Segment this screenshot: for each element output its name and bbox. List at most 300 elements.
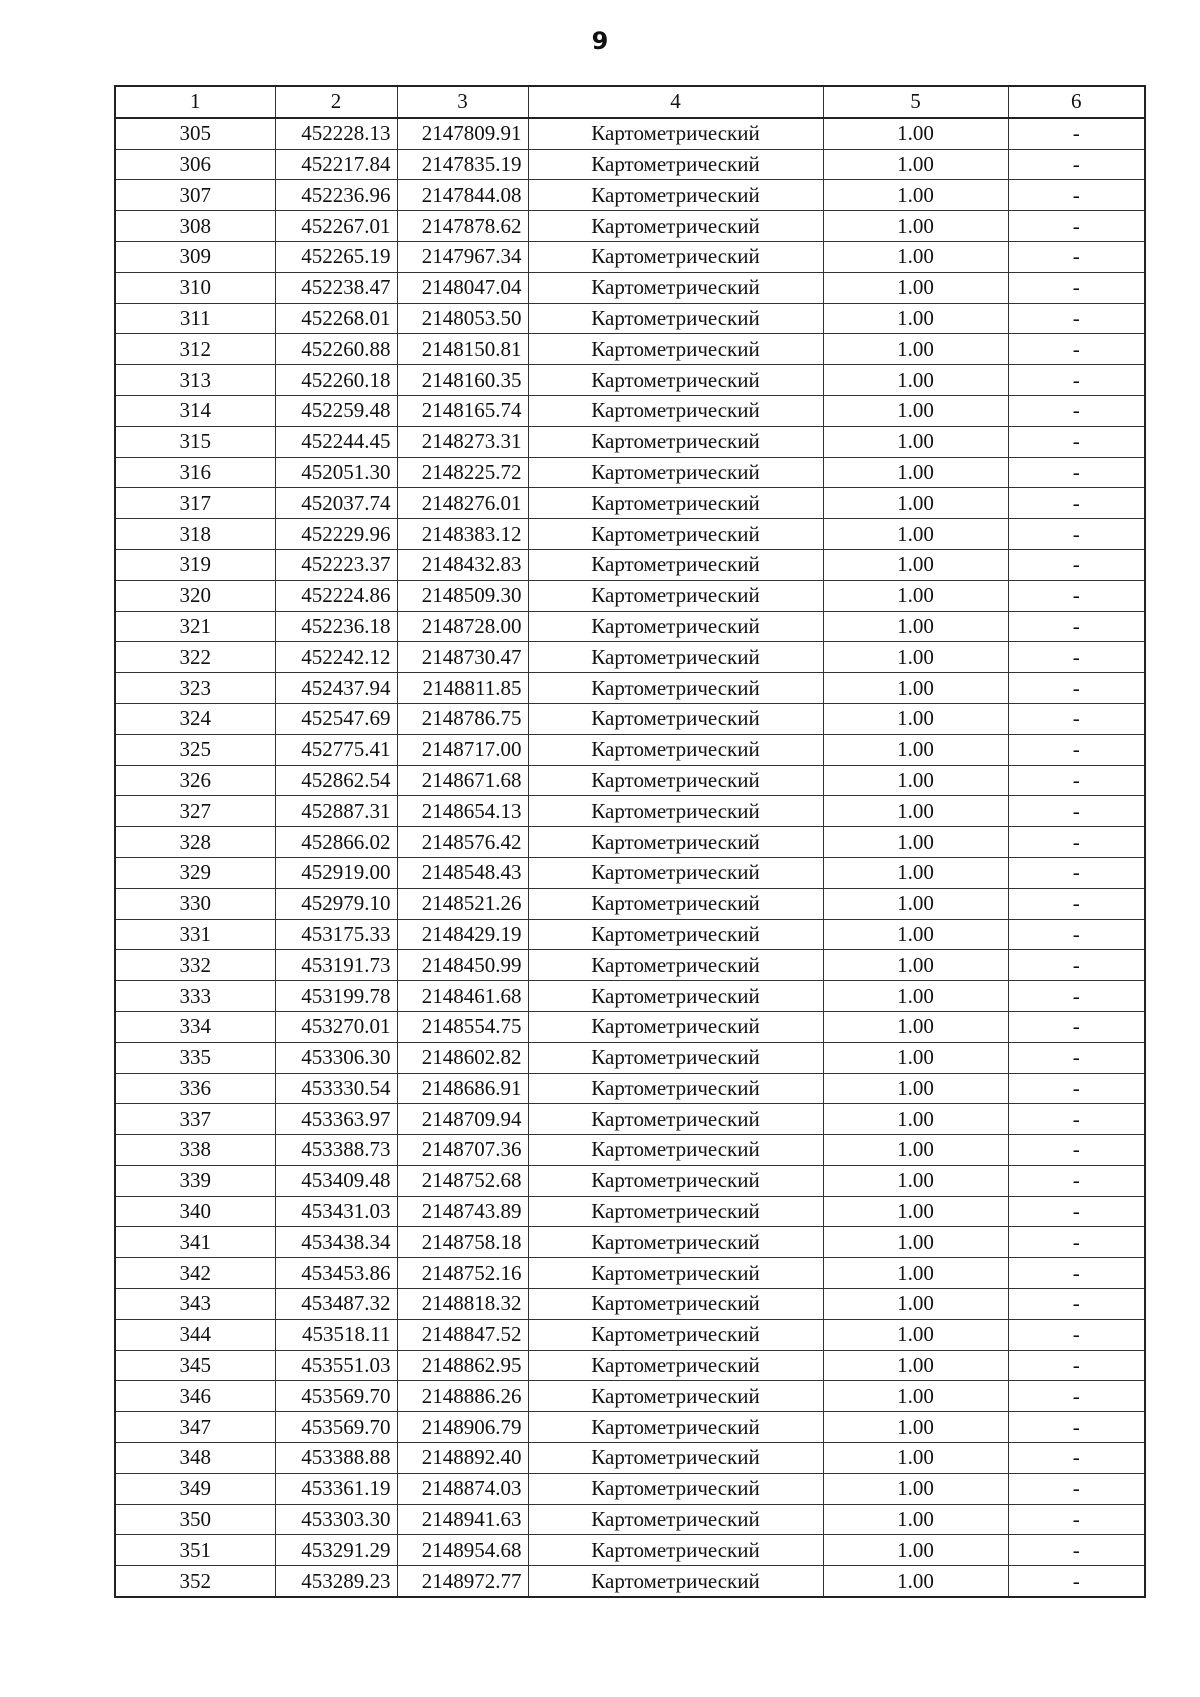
note-cell: -: [1008, 827, 1145, 858]
method-cell: Картометрический: [528, 611, 823, 642]
table-row: [115, 1165, 1145, 1196]
method-cell: Картометрический: [528, 395, 823, 426]
x-coordinate-cell: 453551.03: [275, 1350, 397, 1381]
table-row: [115, 549, 1145, 580]
table-row: [115, 642, 1145, 673]
precision-cell: 1.00: [823, 1473, 1008, 1504]
point-number-cell: 330: [115, 888, 275, 919]
precision-cell: 1.00: [823, 673, 1008, 704]
y-coordinate-cell: 2148432.83: [397, 549, 528, 580]
method-cell: Картометрический: [528, 765, 823, 796]
point-number-cell: 311: [115, 303, 275, 334]
table-row: [115, 395, 1145, 426]
x-coordinate-cell: 452919.00: [275, 857, 397, 888]
table-row: [115, 180, 1145, 211]
point-number-cell: 334: [115, 1011, 275, 1042]
method-cell: Картометрический: [528, 1443, 823, 1474]
table-row: [115, 673, 1145, 704]
method-cell: Картометрический: [528, 180, 823, 211]
x-coordinate-cell: 452238.47: [275, 272, 397, 303]
method-cell: Картометрический: [528, 1504, 823, 1535]
y-coordinate-cell: 2148576.42: [397, 827, 528, 858]
note-cell: -: [1008, 426, 1145, 457]
method-cell: Картометрический: [528, 426, 823, 457]
point-number-cell: 351: [115, 1535, 275, 1566]
y-coordinate-cell: 2148758.18: [397, 1227, 528, 1258]
point-number-cell: 307: [115, 180, 275, 211]
precision-cell: 1.00: [823, 857, 1008, 888]
column-header: 3: [397, 86, 528, 118]
method-cell: Картометрический: [528, 857, 823, 888]
x-coordinate-cell: 452228.13: [275, 118, 397, 149]
page-number: 9: [591, 27, 609, 55]
note-cell: -: [1008, 303, 1145, 334]
precision-cell: 1.00: [823, 1042, 1008, 1073]
precision-cell: 1.00: [823, 950, 1008, 981]
table-row: [115, 1412, 1145, 1443]
point-number-cell: 325: [115, 734, 275, 765]
note-cell: -: [1008, 241, 1145, 272]
method-cell: Картометрический: [528, 1196, 823, 1227]
point-number-cell: 317: [115, 488, 275, 519]
note-cell: -: [1008, 1504, 1145, 1535]
method-cell: Картометрический: [528, 580, 823, 611]
table-row: [115, 118, 1145, 149]
table-row: [115, 1073, 1145, 1104]
y-coordinate-cell: 2147809.91: [397, 118, 528, 149]
y-coordinate-cell: 2148906.79: [397, 1412, 528, 1443]
point-number-cell: 350: [115, 1504, 275, 1535]
precision-cell: 1.00: [823, 981, 1008, 1012]
precision-cell: 1.00: [823, 611, 1008, 642]
note-cell: -: [1008, 981, 1145, 1012]
point-number-cell: 318: [115, 519, 275, 550]
table-row: [115, 1135, 1145, 1166]
table-row: [115, 303, 1145, 334]
x-coordinate-cell: 453409.48: [275, 1165, 397, 1196]
note-cell: -: [1008, 1381, 1145, 1412]
method-cell: Картометрический: [528, 457, 823, 488]
table-row: [115, 1289, 1145, 1320]
y-coordinate-cell: 2148972.77: [397, 1566, 528, 1597]
table-row: [115, 1535, 1145, 1566]
method-cell: Картометрический: [528, 1566, 823, 1597]
note-cell: -: [1008, 1196, 1145, 1227]
note-cell: -: [1008, 118, 1145, 149]
precision-cell: 1.00: [823, 642, 1008, 673]
note-cell: -: [1008, 1412, 1145, 1443]
method-cell: Картометрический: [528, 888, 823, 919]
y-coordinate-cell: 2148225.72: [397, 457, 528, 488]
method-cell: Картометрический: [528, 1258, 823, 1289]
column-header: 4: [528, 86, 823, 118]
note-cell: -: [1008, 1350, 1145, 1381]
point-number-cell: 305: [115, 118, 275, 149]
y-coordinate-cell: 2148150.81: [397, 334, 528, 365]
coordinates-table: [114, 85, 1146, 1598]
precision-cell: 1.00: [823, 1412, 1008, 1443]
table-row: [115, 365, 1145, 396]
point-number-cell: 321: [115, 611, 275, 642]
precision-cell: 1.00: [823, 1258, 1008, 1289]
precision-cell: 1.00: [823, 303, 1008, 334]
table-row: [115, 1443, 1145, 1474]
note-cell: -: [1008, 703, 1145, 734]
x-coordinate-cell: 453199.78: [275, 981, 397, 1012]
precision-cell: 1.00: [823, 734, 1008, 765]
table-row: [115, 1011, 1145, 1042]
method-cell: Картометрический: [528, 673, 823, 704]
method-cell: Картометрический: [528, 272, 823, 303]
point-number-cell: 323: [115, 673, 275, 704]
table-body: [115, 118, 1145, 1597]
precision-cell: 1.00: [823, 580, 1008, 611]
point-number-cell: 335: [115, 1042, 275, 1073]
method-cell: Картометрический: [528, 1227, 823, 1258]
x-coordinate-cell: 453303.30: [275, 1504, 397, 1535]
column-header: 6: [1008, 86, 1145, 118]
precision-cell: 1.00: [823, 796, 1008, 827]
method-cell: Картометрический: [528, 734, 823, 765]
point-number-cell: 320: [115, 580, 275, 611]
point-number-cell: 306: [115, 149, 275, 180]
point-number-cell: 314: [115, 395, 275, 426]
y-coordinate-cell: 2147844.08: [397, 180, 528, 211]
point-number-cell: 312: [115, 334, 275, 365]
precision-cell: 1.00: [823, 1196, 1008, 1227]
table-row: [115, 888, 1145, 919]
method-cell: Картометрический: [528, 118, 823, 149]
x-coordinate-cell: 453289.23: [275, 1566, 397, 1597]
precision-cell: 1.00: [823, 1227, 1008, 1258]
note-cell: -: [1008, 488, 1145, 519]
note-cell: -: [1008, 1319, 1145, 1350]
x-coordinate-cell: 452260.18: [275, 365, 397, 396]
note-cell: -: [1008, 457, 1145, 488]
y-coordinate-cell: 2148786.75: [397, 703, 528, 734]
method-cell: Картометрический: [528, 919, 823, 950]
x-coordinate-cell: 452267.01: [275, 211, 397, 242]
y-coordinate-cell: 2148671.68: [397, 765, 528, 796]
note-cell: -: [1008, 180, 1145, 211]
point-number-cell: 326: [115, 765, 275, 796]
point-number-cell: 315: [115, 426, 275, 457]
column-header: 1: [115, 86, 275, 118]
y-coordinate-cell: 2148752.68: [397, 1165, 528, 1196]
table-row: [115, 149, 1145, 180]
note-cell: -: [1008, 272, 1145, 303]
note-cell: -: [1008, 611, 1145, 642]
y-coordinate-cell: 2148165.74: [397, 395, 528, 426]
table-row: [115, 734, 1145, 765]
x-coordinate-cell: 453569.70: [275, 1381, 397, 1412]
column-header: 5: [823, 86, 1008, 118]
y-coordinate-cell: 2148053.50: [397, 303, 528, 334]
point-number-cell: 341: [115, 1227, 275, 1258]
precision-cell: 1.00: [823, 919, 1008, 950]
note-cell: -: [1008, 1227, 1145, 1258]
table-row: [115, 1381, 1145, 1412]
y-coordinate-cell: 2148941.63: [397, 1504, 528, 1535]
table-row: [115, 950, 1145, 981]
y-coordinate-cell: 2147835.19: [397, 149, 528, 180]
x-coordinate-cell: 453438.34: [275, 1227, 397, 1258]
x-coordinate-cell: 453306.30: [275, 1042, 397, 1073]
method-cell: Картометрический: [528, 981, 823, 1012]
point-number-cell: 309: [115, 241, 275, 272]
table-header-row: [115, 86, 1145, 118]
point-number-cell: 338: [115, 1135, 275, 1166]
x-coordinate-cell: 452242.12: [275, 642, 397, 673]
y-coordinate-cell: 2148728.00: [397, 611, 528, 642]
method-cell: Картометрический: [528, 1473, 823, 1504]
precision-cell: 1.00: [823, 765, 1008, 796]
table-row: [115, 211, 1145, 242]
x-coordinate-cell: 452437.94: [275, 673, 397, 704]
precision-cell: 1.00: [823, 365, 1008, 396]
note-cell: -: [1008, 519, 1145, 550]
y-coordinate-cell: 2148730.47: [397, 642, 528, 673]
y-coordinate-cell: 2148717.00: [397, 734, 528, 765]
x-coordinate-cell: 452051.30: [275, 457, 397, 488]
note-cell: -: [1008, 211, 1145, 242]
x-coordinate-cell: 452547.69: [275, 703, 397, 734]
point-number-cell: 319: [115, 549, 275, 580]
x-coordinate-cell: 452268.01: [275, 303, 397, 334]
x-coordinate-cell: 453487.32: [275, 1289, 397, 1320]
y-coordinate-cell: 2148602.82: [397, 1042, 528, 1073]
precision-cell: 1.00: [823, 1350, 1008, 1381]
note-cell: -: [1008, 149, 1145, 180]
x-coordinate-cell: 452244.45: [275, 426, 397, 457]
note-cell: -: [1008, 1289, 1145, 1320]
x-coordinate-cell: 452224.86: [275, 580, 397, 611]
y-coordinate-cell: 2148709.94: [397, 1104, 528, 1135]
precision-cell: 1.00: [823, 703, 1008, 734]
method-cell: Картометрический: [528, 1350, 823, 1381]
y-coordinate-cell: 2148450.99: [397, 950, 528, 981]
table-row: [115, 981, 1145, 1012]
precision-cell: 1.00: [823, 426, 1008, 457]
precision-cell: 1.00: [823, 180, 1008, 211]
x-coordinate-cell: 453518.11: [275, 1319, 397, 1350]
table-row: [115, 1258, 1145, 1289]
note-cell: -: [1008, 857, 1145, 888]
precision-cell: 1.00: [823, 1104, 1008, 1135]
y-coordinate-cell: 2148892.40: [397, 1443, 528, 1474]
y-coordinate-cell: 2147967.34: [397, 241, 528, 272]
precision-cell: 1.00: [823, 1011, 1008, 1042]
y-coordinate-cell: 2148862.95: [397, 1350, 528, 1381]
method-cell: Картометрический: [528, 703, 823, 734]
note-cell: -: [1008, 888, 1145, 919]
method-cell: Картометрический: [528, 303, 823, 334]
point-number-cell: 352: [115, 1566, 275, 1597]
y-coordinate-cell: 2148554.75: [397, 1011, 528, 1042]
precision-cell: 1.00: [823, 241, 1008, 272]
method-cell: Картометрический: [528, 549, 823, 580]
point-number-cell: 324: [115, 703, 275, 734]
y-coordinate-cell: 2148273.31: [397, 426, 528, 457]
x-coordinate-cell: 452260.88: [275, 334, 397, 365]
precision-cell: 1.00: [823, 549, 1008, 580]
note-cell: -: [1008, 1073, 1145, 1104]
y-coordinate-cell: 2147878.62: [397, 211, 528, 242]
x-coordinate-cell: 452866.02: [275, 827, 397, 858]
note-cell: -: [1008, 1566, 1145, 1597]
method-cell: Картометрический: [528, 149, 823, 180]
table-row: [115, 272, 1145, 303]
method-cell: Картометрический: [528, 1289, 823, 1320]
method-cell: Картометрический: [528, 1011, 823, 1042]
y-coordinate-cell: 2148461.68: [397, 981, 528, 1012]
precision-cell: 1.00: [823, 1566, 1008, 1597]
precision-cell: 1.00: [823, 272, 1008, 303]
x-coordinate-cell: 452223.37: [275, 549, 397, 580]
x-coordinate-cell: 452887.31: [275, 796, 397, 827]
point-number-cell: 348: [115, 1443, 275, 1474]
point-number-cell: 327: [115, 796, 275, 827]
method-cell: Картометрический: [528, 488, 823, 519]
point-number-cell: 316: [115, 457, 275, 488]
table-row: [115, 1227, 1145, 1258]
y-coordinate-cell: 2148654.13: [397, 796, 528, 827]
table-row: [115, 457, 1145, 488]
table-row: [115, 919, 1145, 950]
point-number-cell: 328: [115, 827, 275, 858]
note-cell: -: [1008, 395, 1145, 426]
precision-cell: 1.00: [823, 1289, 1008, 1320]
precision-cell: 1.00: [823, 1165, 1008, 1196]
method-cell: Картометрический: [528, 827, 823, 858]
method-cell: Картометрический: [528, 1104, 823, 1135]
y-coordinate-cell: 2148847.52: [397, 1319, 528, 1350]
precision-cell: 1.00: [823, 1319, 1008, 1350]
precision-cell: 1.00: [823, 1443, 1008, 1474]
x-coordinate-cell: 453361.19: [275, 1473, 397, 1504]
table-row: [115, 488, 1145, 519]
point-number-cell: 310: [115, 272, 275, 303]
precision-cell: 1.00: [823, 1135, 1008, 1166]
y-coordinate-cell: 2148954.68: [397, 1535, 528, 1566]
note-cell: -: [1008, 919, 1145, 950]
point-number-cell: 329: [115, 857, 275, 888]
note-cell: -: [1008, 1042, 1145, 1073]
y-coordinate-cell: 2148047.04: [397, 272, 528, 303]
method-cell: Картометрический: [528, 1135, 823, 1166]
precision-cell: 1.00: [823, 1504, 1008, 1535]
point-number-cell: 332: [115, 950, 275, 981]
precision-cell: 1.00: [823, 1381, 1008, 1412]
point-number-cell: 346: [115, 1381, 275, 1412]
y-coordinate-cell: 2148752.16: [397, 1258, 528, 1289]
note-cell: -: [1008, 1443, 1145, 1474]
table-row: [115, 1104, 1145, 1135]
y-coordinate-cell: 2148743.89: [397, 1196, 528, 1227]
point-number-cell: 331: [115, 919, 275, 950]
note-cell: -: [1008, 1473, 1145, 1504]
note-cell: -: [1008, 950, 1145, 981]
x-coordinate-cell: 452265.19: [275, 241, 397, 272]
y-coordinate-cell: 2148548.43: [397, 857, 528, 888]
method-cell: Картометрический: [528, 1165, 823, 1196]
note-cell: -: [1008, 1535, 1145, 1566]
note-cell: -: [1008, 1135, 1145, 1166]
x-coordinate-cell: 453291.29: [275, 1535, 397, 1566]
x-coordinate-cell: 453388.73: [275, 1135, 397, 1166]
method-cell: Картометрический: [528, 642, 823, 673]
precision-cell: 1.00: [823, 118, 1008, 149]
point-number-cell: 343: [115, 1289, 275, 1320]
table-row: [115, 1042, 1145, 1073]
precision-cell: 1.00: [823, 457, 1008, 488]
table-row: [115, 1196, 1145, 1227]
y-coordinate-cell: 2148383.12: [397, 519, 528, 550]
y-coordinate-cell: 2148509.30: [397, 580, 528, 611]
precision-cell: 1.00: [823, 1073, 1008, 1104]
x-coordinate-cell: 453388.88: [275, 1443, 397, 1474]
precision-cell: 1.00: [823, 827, 1008, 858]
point-number-cell: 322: [115, 642, 275, 673]
method-cell: Картометрический: [528, 211, 823, 242]
point-number-cell: 336: [115, 1073, 275, 1104]
y-coordinate-cell: 2148886.26: [397, 1381, 528, 1412]
table-row: [115, 703, 1145, 734]
y-coordinate-cell: 2148818.32: [397, 1289, 528, 1320]
method-cell: Картометрический: [528, 1535, 823, 1566]
method-cell: Картометрический: [528, 1381, 823, 1412]
method-cell: Картометрический: [528, 519, 823, 550]
method-cell: Картометрический: [528, 1042, 823, 1073]
table-row: [115, 580, 1145, 611]
method-cell: Картометрический: [528, 950, 823, 981]
point-number-cell: 337: [115, 1104, 275, 1135]
table-row: [115, 827, 1145, 858]
point-number-cell: 344: [115, 1319, 275, 1350]
method-cell: Картометрический: [528, 1412, 823, 1443]
table-row: [115, 426, 1145, 457]
y-coordinate-cell: 2148874.03: [397, 1473, 528, 1504]
note-cell: -: [1008, 734, 1145, 765]
x-coordinate-cell: 452236.18: [275, 611, 397, 642]
table-row: [115, 796, 1145, 827]
method-cell: Картометрический: [528, 365, 823, 396]
point-number-cell: 347: [115, 1412, 275, 1443]
x-coordinate-cell: 452217.84: [275, 149, 397, 180]
table-row: [115, 1350, 1145, 1381]
x-coordinate-cell: 452979.10: [275, 888, 397, 919]
y-coordinate-cell: 2148686.91: [397, 1073, 528, 1104]
x-coordinate-cell: 453330.54: [275, 1073, 397, 1104]
table-row: [115, 1504, 1145, 1535]
precision-cell: 1.00: [823, 149, 1008, 180]
point-number-cell: 349: [115, 1473, 275, 1504]
precision-cell: 1.00: [823, 334, 1008, 365]
table-row: [115, 765, 1145, 796]
note-cell: -: [1008, 1104, 1145, 1135]
precision-cell: 1.00: [823, 1535, 1008, 1566]
precision-cell: 1.00: [823, 888, 1008, 919]
note-cell: -: [1008, 334, 1145, 365]
point-number-cell: 313: [115, 365, 275, 396]
table-row: [115, 1319, 1145, 1350]
note-cell: -: [1008, 673, 1145, 704]
x-coordinate-cell: 453453.86: [275, 1258, 397, 1289]
x-coordinate-cell: 453363.97: [275, 1104, 397, 1135]
note-cell: -: [1008, 1165, 1145, 1196]
method-cell: Картометрический: [528, 796, 823, 827]
x-coordinate-cell: 453175.33: [275, 919, 397, 950]
